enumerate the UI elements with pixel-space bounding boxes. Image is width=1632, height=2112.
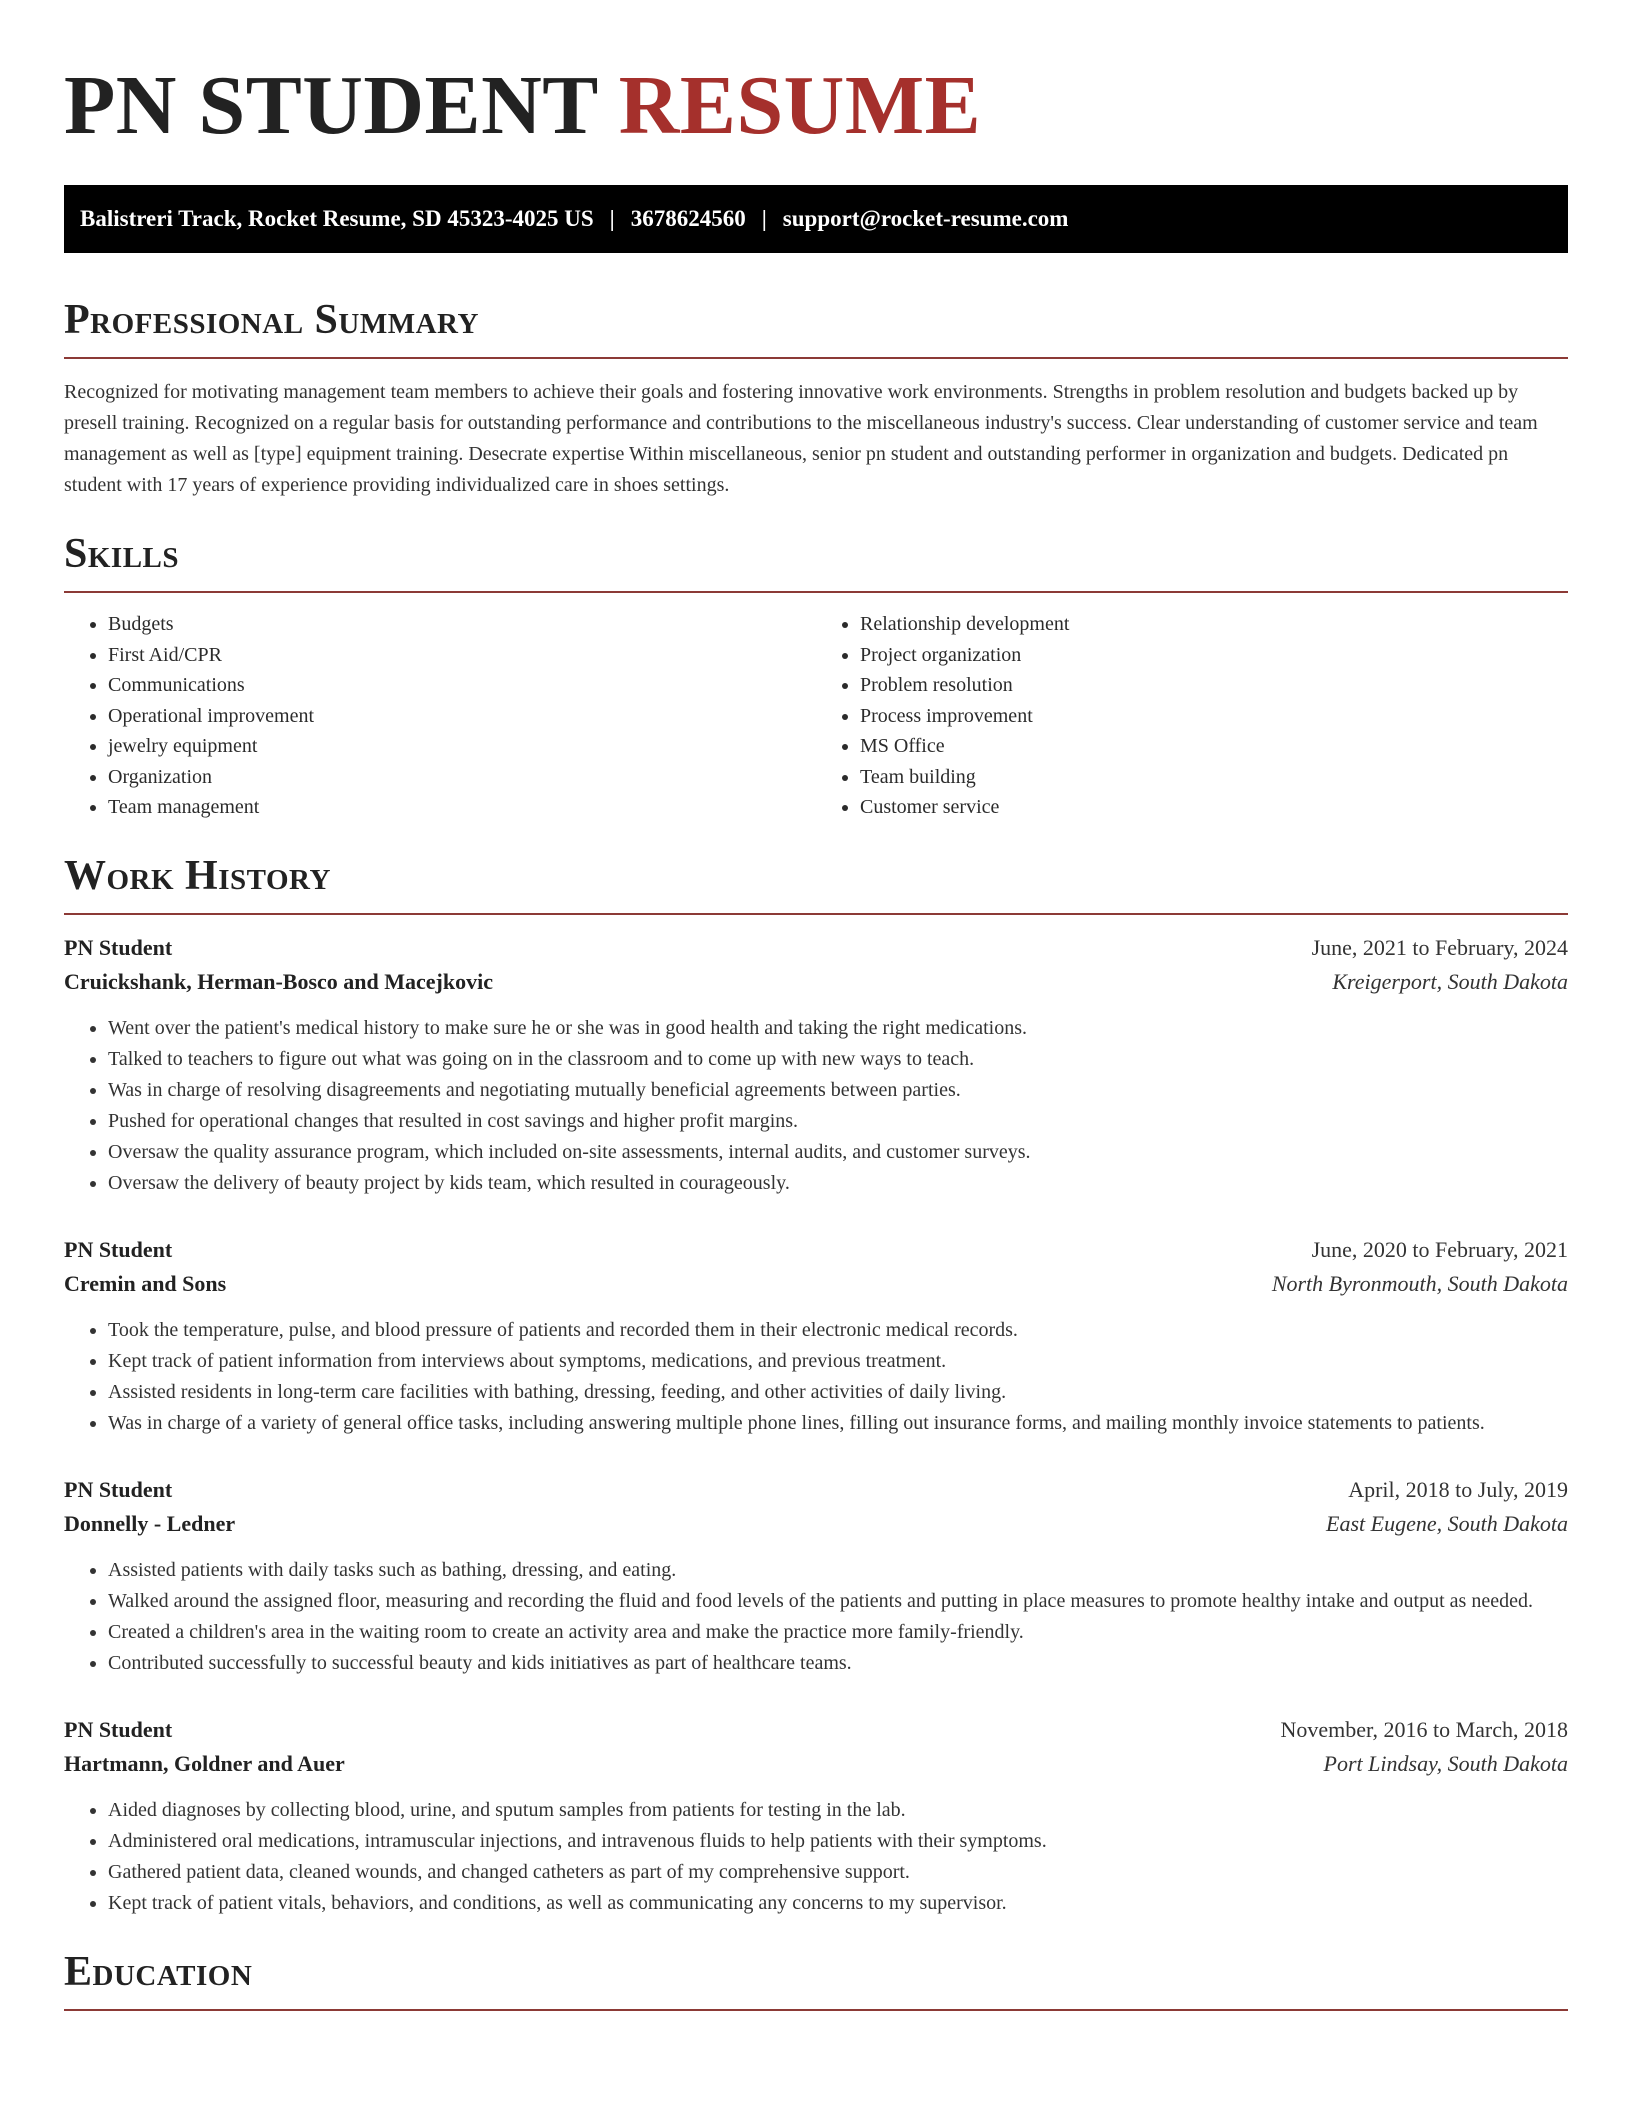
title-accent: RESUME bbox=[618, 59, 982, 152]
job-bullets bbox=[64, 1013, 1568, 1199]
job-location: North Byronmouth, South Dakota bbox=[1271, 1270, 1568, 1296]
skill-item: • Customer service bbox=[860, 792, 1568, 823]
job-bullet: • Aided diagnoses by collecting blood, urine, and sputum samples from patients for testing in the lab. bbox=[108, 1795, 1568, 1826]
job-bullet: • Administered oral medications, intramuscular injections, and intravenous fluids to help patients with their symptoms. bbox=[108, 1826, 1568, 1857]
job-subheader bbox=[64, 1271, 1568, 1297]
skill-item: • Team management bbox=[108, 792, 816, 823]
summary-text: Recognized for motivating management team members to achieve their goals and fostering innovative work environments. Strengths in problem resolution and budgets backed up by presell training. Recognized on a regular basis for outstanding performance and contributions to the miscellaneous industry's success. Clear understanding of customer service and team management as well as [type] equipment training. Desecrate expertise Within miscellaneous, senior pn student and outstanding performer in organization and budgets. Dedicated pn student with 17 years of experience providing individualized care in shoes settings. bbox=[64, 380, 1538, 496]
job-subheader bbox=[64, 969, 1568, 995]
education-section bbox=[64, 1949, 1568, 2011]
summary-section bbox=[64, 297, 1568, 501]
job-location: East Eugene, South Dakota bbox=[1326, 1510, 1568, 1536]
job-bullets bbox=[64, 1555, 1568, 1679]
skill-item: • Relationship development bbox=[860, 609, 1568, 640]
work-history-section bbox=[64, 853, 1568, 1919]
job-dates: April, 2018 to July, 2019 bbox=[1348, 1476, 1568, 1502]
job-entry bbox=[64, 1477, 1568, 1679]
job-bullet: • Pushed for operational changes that resulted in cost savings and higher profit margins. bbox=[108, 1106, 1568, 1137]
job-header bbox=[64, 1717, 1568, 1743]
job-entry bbox=[64, 1237, 1568, 1439]
contact-address: Balistreri Track, Rocket Resume, SD 45323-4025 US bbox=[80, 205, 594, 231]
job-subheader bbox=[64, 1511, 1568, 1537]
contact-phone: 3678624560 bbox=[630, 205, 746, 231]
job-title: PN Student bbox=[64, 934, 173, 960]
skills-section bbox=[64, 531, 1568, 823]
skills-list-right bbox=[816, 609, 1568, 823]
section-heading: Education bbox=[64, 1948, 253, 1995]
section-divider bbox=[64, 357, 1568, 359]
job-bullets bbox=[64, 1315, 1568, 1439]
job-company: Donnelly - Ledner bbox=[64, 1510, 236, 1536]
job-bullet: • Went over the patient's medical history to make sure he or she was in good health and taking the right medications. bbox=[108, 1013, 1568, 1044]
job-bullet: • Kept track of patient information from interviews about symptoms, medications, and previous treatment. bbox=[108, 1346, 1568, 1377]
job-bullet: • Assisted patients with daily tasks such as bathing, dressing, and eating. bbox=[108, 1555, 1568, 1586]
skill-item: • Project organization bbox=[860, 640, 1568, 671]
job-company: Cremin and Sons bbox=[64, 1270, 227, 1296]
job-bullet: • Gathered patient data, cleaned wounds, and changed catheters as part of my comprehensive support. bbox=[108, 1857, 1568, 1888]
job-dates: June, 2021 to February, 2024 bbox=[1311, 934, 1568, 960]
section-divider bbox=[64, 913, 1568, 915]
job-entry bbox=[64, 935, 1568, 1199]
skill-item: • Budgets bbox=[108, 609, 816, 640]
job-header bbox=[64, 1477, 1568, 1503]
skill-item: • Organization bbox=[108, 762, 816, 793]
job-title: PN Student bbox=[64, 1236, 173, 1262]
job-bullet: • Contributed successfully to successful beauty and kids initiatives as part of healthcare teams. bbox=[108, 1648, 1568, 1679]
contact-email[interactable]: support@rocket-resume.com bbox=[782, 205, 1069, 231]
skill-item: • First Aid/CPR bbox=[108, 640, 816, 671]
job-bullet: • Created a children's area in the waiting room to create an activity area and make the practice more family-friendly. bbox=[108, 1617, 1568, 1648]
job-dates: June, 2020 to February, 2021 bbox=[1311, 1236, 1568, 1262]
job-title: PN Student bbox=[64, 1716, 173, 1742]
skill-item: • Problem resolution bbox=[860, 670, 1568, 701]
skill-item: • Process improvement bbox=[860, 701, 1568, 732]
contact-separator: | bbox=[609, 205, 615, 231]
job-bullet: • Assisted residents in long-term care facilities with bathing, dressing, feeding, and other activities of daily living. bbox=[108, 1377, 1568, 1408]
job-bullet: • Oversaw the quality assurance program, which included on-site assessments, internal audits, and customer surveys. bbox=[108, 1137, 1568, 1168]
skill-item: • jewelry equipment bbox=[108, 731, 816, 762]
job-dates: November, 2016 to March, 2018 bbox=[1280, 1716, 1568, 1742]
job-bullets bbox=[64, 1795, 1568, 1919]
skill-item: • Operational improvement bbox=[108, 701, 816, 732]
section-heading: Work History bbox=[64, 852, 331, 899]
section-heading: Skills bbox=[64, 530, 180, 577]
resume-title bbox=[64, 56, 1568, 157]
skill-item: • Communications bbox=[108, 670, 816, 701]
job-entry bbox=[64, 1717, 1568, 1919]
job-bullet: • Walked around the assigned floor, measuring and recording the fluid and food levels of the patients and putting in place measures to promote healthy intake and output as needed. bbox=[108, 1586, 1568, 1617]
job-bullet: • Was in charge of resolving disagreements and negotiating mutually beneficial agreements between parties. bbox=[108, 1075, 1568, 1106]
job-header bbox=[64, 935, 1568, 961]
skill-item: • MS Office bbox=[860, 731, 1568, 762]
job-bullet: • Was in charge of a variety of general office tasks, including answering multiple phone lines, filling out insurance forms, and mailing monthly invoice statements to patients. bbox=[108, 1408, 1568, 1439]
job-location: Port Lindsay, South Dakota bbox=[1323, 1750, 1568, 1776]
skills-list-left bbox=[64, 609, 816, 823]
skill-item: • Team building bbox=[860, 762, 1568, 793]
job-header bbox=[64, 1237, 1568, 1263]
job-bullet: • Kept track of patient vitals, behaviors, and conditions, as well as communicating any concerns to my supervisor. bbox=[108, 1888, 1568, 1919]
job-company: Hartmann, Goldner and Auer bbox=[64, 1750, 345, 1776]
contact-separator: | bbox=[761, 205, 767, 231]
job-title: PN Student bbox=[64, 1476, 173, 1502]
title-main: PN STUDENT bbox=[64, 59, 598, 152]
job-company: Cruickshank, Herman-Bosco and Macejkovic bbox=[64, 968, 493, 994]
job-location: Kreigerport, South Dakota bbox=[1332, 968, 1568, 994]
contact-bar bbox=[64, 185, 1568, 253]
job-bullet: • Oversaw the delivery of beauty project by kids team, which resulted in courageously. bbox=[108, 1168, 1568, 1199]
section-divider bbox=[64, 2009, 1568, 2011]
job-bullet: • Took the temperature, pulse, and blood pressure of patients and recorded them in their electronic medical records. bbox=[108, 1315, 1568, 1346]
job-bullet: • Talked to teachers to figure out what was going on in the classroom and to come up with new ways to teach. bbox=[108, 1044, 1568, 1075]
section-divider bbox=[64, 591, 1568, 593]
skills-columns bbox=[64, 609, 1568, 823]
job-subheader bbox=[64, 1751, 1568, 1777]
section-heading: Professional Summary bbox=[64, 296, 479, 343]
